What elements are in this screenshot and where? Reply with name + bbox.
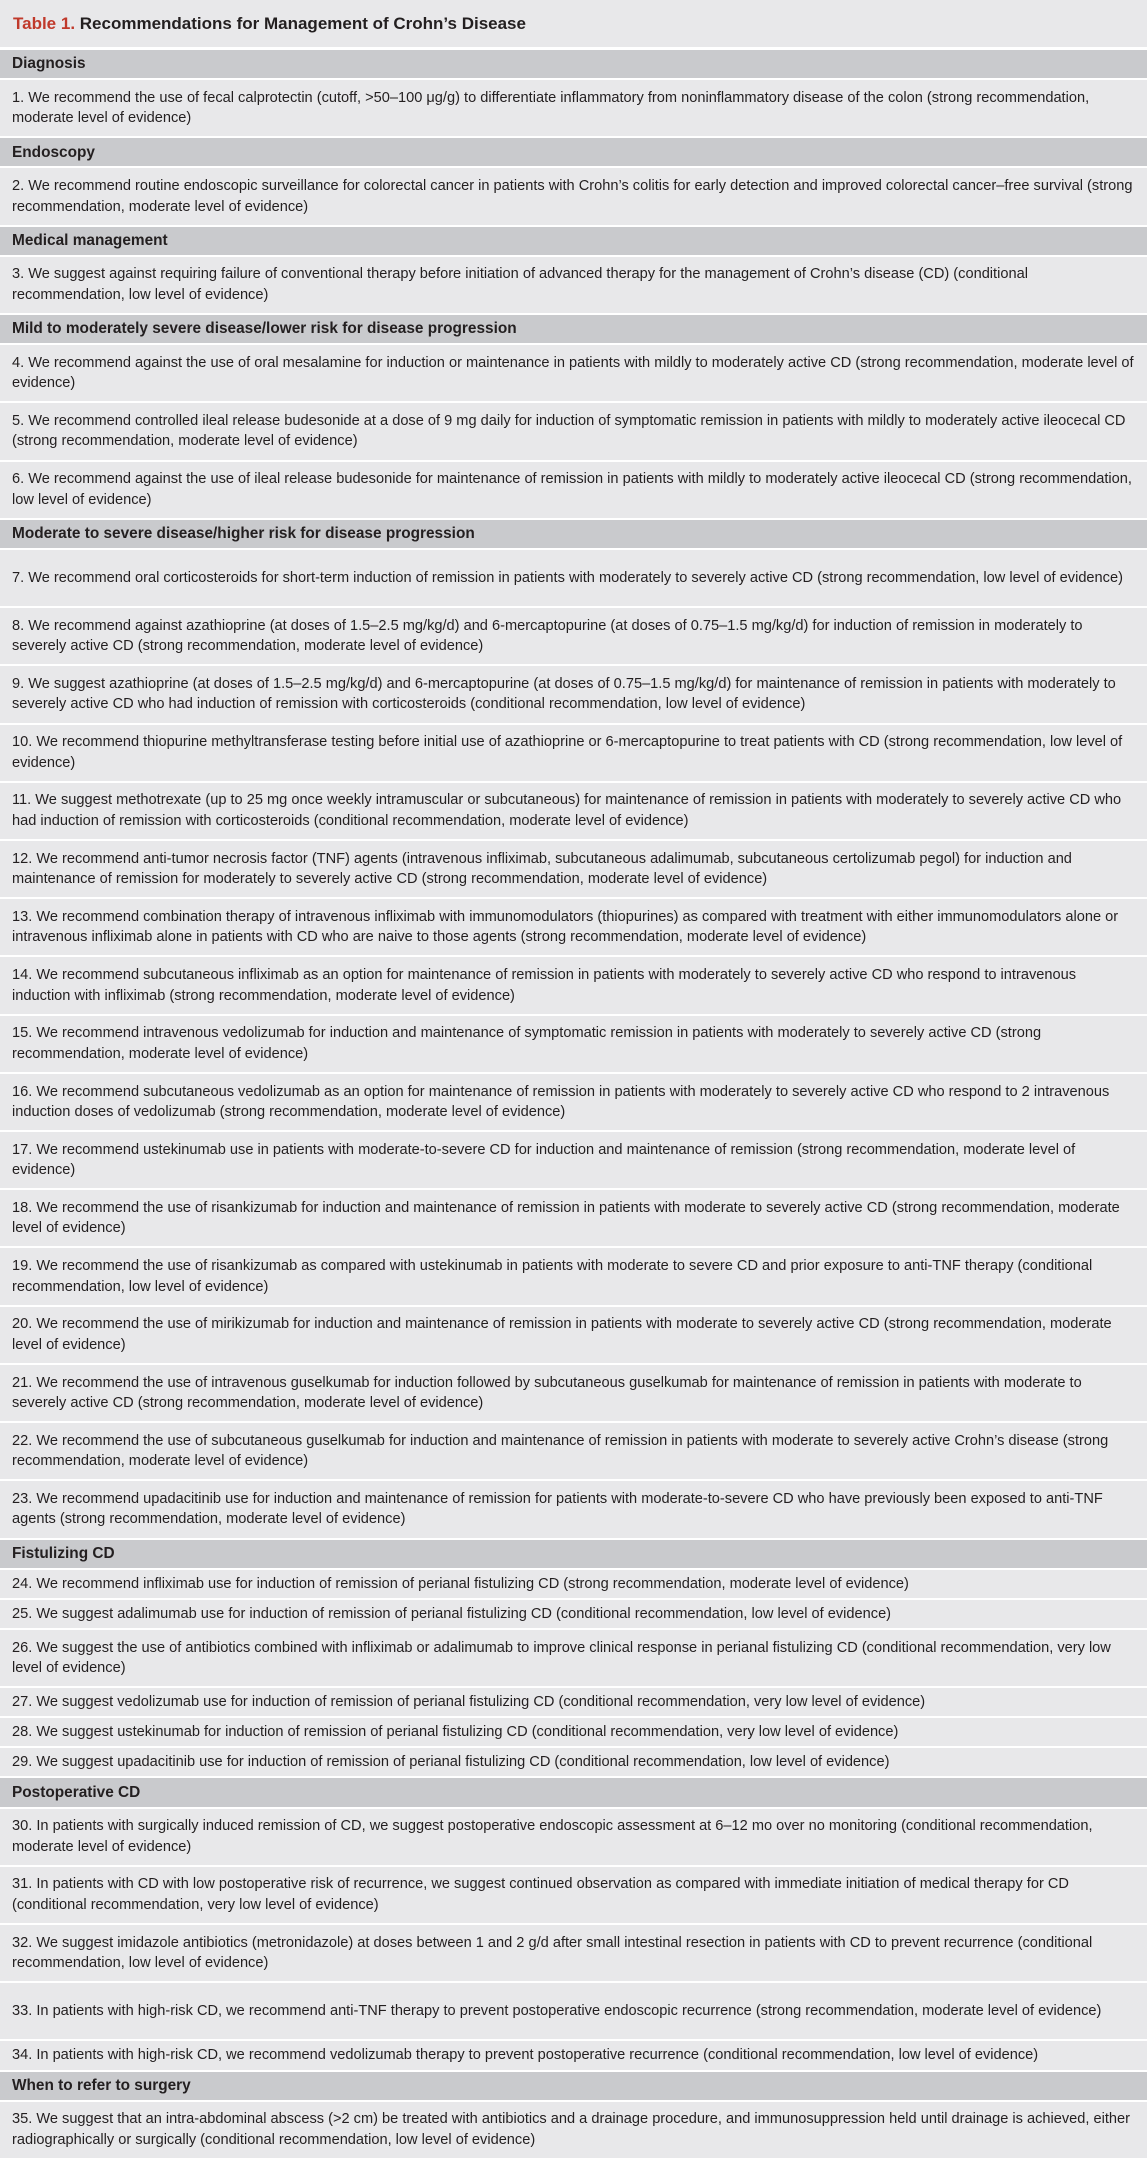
recommendation-text: 17. We recommend ustekinumab use in patients with moderate-to-severe CD for induction and maintenance of remission (strong recommendation, moderate level of evidence) (12, 1141, 1076, 1179)
recommendation-text: 21. We recommend the use of intravenous guselkumab for induction followed by subcutaneous guselkumab for maintenance of remission in patients with moderate to severely active CD (strong recommendation, moderate level of evidence) (12, 1374, 1082, 1412)
recommendation-row (0, 899, 1147, 957)
section-header (0, 227, 1147, 257)
section-title: Endoscopy (12, 143, 95, 161)
recommendation-row (0, 550, 1147, 608)
recommendation-text: 2. We recommend routine endoscopic surveillance for colorectal cancer in patients with Crohn’s colitis for early detection and improved colorectal cancer–free survival (strong recommendation, moderate level of evidence) (12, 178, 1133, 215)
recommendation-row (0, 1190, 1147, 1248)
recommendation-row (0, 1809, 1147, 1867)
recommendation-row (0, 1307, 1147, 1365)
recommendation-text: 19. We recommend the use of risankizumab as compared with ustekinumab in patients with moderate to severe CD and prior exposure to anti-TNF therapy (conditional recommendation, low level of evidence) (12, 1258, 1093, 1295)
section-title: Medical management (12, 231, 168, 249)
recommendation-row (0, 1481, 1147, 1539)
recommendation-text: 12. We recommend anti-tumor necrosis factor (TNF) agents (intravenous infliximab, subcutaneous adalimumab, subcutaneous certolizumab pegol) for induction and maintenance of remission for moderately to severely active CD (strong recommendation, moderate level of evidence) (12, 850, 1072, 888)
table-label: Table 1. (13, 14, 76, 33)
section-header (0, 520, 1147, 550)
recommendation-row (0, 1867, 1147, 1925)
recommendation-row (0, 1630, 1147, 1688)
recommendation-row (0, 1132, 1147, 1190)
recommendation-row (0, 1423, 1147, 1481)
recommendation-row (0, 1248, 1147, 1306)
table-title-text: Recommendations for Management of Crohn’s Disease (79, 14, 526, 33)
recommendation-text: 22. We recommend the use of subcutaneous guselkumab for induction and maintenance of remission in patients with moderate to severely active Crohn’s disease (strong recommendation, moderate level of evidence) (12, 1432, 1109, 1470)
recommendation-row (0, 168, 1147, 226)
recommendation-text: 35. We suggest that an intra-abdominal abscess (>2 cm) be treated with antibiotics and a drainage procedure, and immunosuppression held until drainage is achieved, either radiographically or surgically (conditional recommendation, low level of evidence) (12, 2111, 1131, 2148)
recommendation-text: 30. In patients with surgically induced remission of CD, we suggest postoperative endoscopic assessment at 6–12 mo over no monitoring (conditional recommendation, moderate level of evidence) (12, 1818, 1093, 1855)
recommendation-text: 16. We recommend subcutaneous vedolizumab as an option for maintenance of remission in patients with moderately to severely active CD who respond to 2 intravenous induction doses of vedolizumab (strong recommendation, moderate level of evidence) (12, 1083, 1110, 1120)
recommendation-row (0, 462, 1147, 520)
recommendation-row (0, 1600, 1147, 1630)
recommendation-text: 14. We recommend subcutaneous infliximab as an option for maintenance of remission in patients with moderately to severely active CD who respond to intravenous induction with infliximab (strong recommendation, moderate level of evidence) (12, 967, 1077, 1004)
recommendation-row (0, 403, 1147, 461)
recommendation-text: 7. We recommend oral corticosteroids for short-term induction of remission in patients with moderately to severely active CD (strong recommendation, low level of evidence) (12, 569, 1123, 586)
recommendation-row (0, 1074, 1147, 1132)
section-title: Diagnosis (12, 55, 86, 73)
recommendation-row (0, 666, 1147, 724)
recommendation-row (0, 1365, 1147, 1423)
recommendation-text: 25. We suggest adalimumab use for induction of remission of perianal fistulizing CD (conditional recommendation, low level of evidence) (12, 1605, 892, 1622)
recommendation-row (0, 608, 1147, 666)
recommendation-text: 23. We recommend upadacitinib use for induction and maintenance of remission for patients with moderate-to-severe CD who have previously been exposed to anti-TNF agents (strong recommendation, moderate level of evidence) (12, 1491, 1103, 1528)
section-header (0, 138, 1147, 168)
recommendation-text: 11. We suggest methotrexate (up to 25 mg once weekly intramuscular or subcutaneous) for maintenance of remission in patients with moderately to severely active CD who had induction of remission with corticosteroids (conditional recommendation, moderate level of evidence) (12, 792, 1122, 829)
recommendation-text: 6. We recommend against the use of ileal release budesonide for maintenance of remission in patients with mildly to moderately active ileocecal CD (strong recommendation, low level of evidence) (12, 471, 1132, 508)
recommendation-row (0, 1718, 1147, 1748)
recommendation-text: 24. We recommend infliximab use for induction of remission of perianal fistulizing CD (strong recommendation, moderate level of evidence) (12, 1575, 909, 1592)
recommendation-row (0, 1983, 1147, 2041)
recommendation-text: 8. We recommend against azathioprine (at doses of 1.5–2.5 mg/kg/d) and 6-mercaptopurine (at doses of 0.75–1.5 mg/kg/d) for induction of remission in moderately to severely active CD (strong recommendation, moderate level of evidence) (12, 617, 1083, 655)
recommendation-text: 31. In patients with CD with low postoperative risk of recurrence, we suggest continued observation as compared with immediate initiation of medical therapy for CD (conditional recommendation, very low level of evidence) (12, 1876, 1069, 1913)
recommendation-text: 5. We recommend controlled ileal release budesonide at a dose of 9 mg daily for induction of symptomatic remission in patients with mildly to moderately active ileocecal CD (strong recommendation, moderate level of evidence) (12, 413, 1126, 450)
recommendation-text: 13. We recommend combination therapy of intravenous infliximab with immunomodulators (thiopurines) as compared with treatment with either immunomodulators alone or intravenous infliximab alone in patients with CD who are naive to those agents (strong recommendation, moderate level of evidence) (12, 908, 1119, 946)
recommendation-row (0, 725, 1147, 783)
recommendation-row (0, 1570, 1147, 1600)
recommendation-row (0, 257, 1147, 315)
recommendation-text: 1. We recommend the use of fecal calprotectin (cutoff, >50–100 μg/g) to differentiate inflammatory from noninflammatory disease of the colon (strong recommendation, moderate level of evidence) (12, 89, 1090, 127)
recommendation-row (0, 1748, 1147, 1778)
recommendation-text: 9. We suggest azathioprine (at doses of 1.5–2.5 mg/kg/d) and 6-mercaptopurine (at doses of 0.75–1.5 mg/kg/d) for maintenance of remission in patients with moderately to severely active CD who had induction of remission with corticosteroids (conditional recommendation, low level of evidence) (12, 675, 1116, 713)
recommendation-row (0, 1688, 1147, 1718)
recommendation-text: 29. We suggest upadacitinib use for induction of remission of perianal fistulizing CD (conditional recommendation, low level of evidence) (12, 1754, 890, 1771)
recommendation-row (0, 841, 1147, 899)
recommendation-text: 33. In patients with high-risk CD, we recommend anti-TNF therapy to prevent postoperative endoscopic recurrence (strong recommendation, moderate level of evidence) (12, 2003, 1102, 2020)
recommendation-row (0, 783, 1147, 841)
section-header (0, 50, 1147, 80)
section-title: Postoperative CD (12, 1783, 141, 1801)
recommendation-row (0, 80, 1147, 138)
recommendation-text: 26. We suggest the use of antibiotics combined with infliximab or adalimumab to improve clinical response in perianal fistulizing CD (conditional recommendation, very low level of evidence) (12, 1639, 1111, 1677)
recommendation-row (0, 2041, 1147, 2071)
recommendation-text: 15. We recommend intravenous vedolizumab for induction and maintenance of symptomatic remission in patients with moderately to severely active CD (strong recommendation, moderate level of evidence) (12, 1025, 1042, 1062)
recommendation-text: 28. We suggest ustekinumab for induction of remission of perianal fistulizing CD (conditional recommendation, very low level of evidence) (12, 1724, 899, 1741)
section-header (0, 1540, 1147, 1570)
recommendation-text: 4. We recommend against the use of oral mesalamine for induction or maintenance in patients with mildly to moderately active CD (strong recommendation, moderate level of evidence) (12, 354, 1134, 392)
recommendation-text: 27. We suggest vedolizumab use for induction of remission of perianal fistulizing CD (conditional recommendation, very low level of evidence) (12, 1693, 926, 1710)
section-header (0, 1778, 1147, 1808)
recommendation-row (0, 1925, 1147, 1983)
section-title: Moderate to severe disease/higher risk for disease progression (12, 525, 475, 543)
recommendation-row (0, 957, 1147, 1015)
section-header (0, 2072, 1147, 2102)
section-title: Mild to moderately severe disease/lower risk for disease progression (12, 320, 517, 338)
recommendation-row (0, 2102, 1147, 2160)
recommendation-text: 20. We recommend the use of mirikizumab for induction and maintenance of remission in patients with moderate to severely active CD (strong recommendation, moderate level of evidence) (12, 1316, 1112, 1353)
section-title: Fistulizing CD (12, 1544, 115, 1562)
recommendation-text: 32. We suggest imidazole antibiotics (metronidazole) at doses between 1 and 2 g/d after small intestinal resection in patients with CD to prevent recurrence (conditional recommendation, low level of evidence) (12, 1934, 1093, 1972)
recommendation-text: 34. In patients with high-risk CD, we recommend vedolizumab therapy to prevent postoperative recurrence (conditional recommendation, low level of evidence) (12, 2047, 1039, 2064)
recommendation-text: 3. We suggest against requiring failure of conventional therapy before initiation of advanced therapy for the management of Crohn’s disease (CD) (conditional recommendation, low level of evidence) (12, 266, 1028, 303)
recommendation-text: 10. We recommend thiopurine methyltransferase testing before initial use of azathioprine or 6-mercaptopurine to treat patients with CD (strong recommendation, low level of evidence) (12, 734, 1123, 771)
table-title (0, 0, 1147, 50)
section-title: When to refer to surgery (12, 2076, 191, 2094)
recommendation-row (0, 345, 1147, 403)
recommendation-row (0, 1016, 1147, 1074)
recommendation-text: 18. We recommend the use of risankizumab for induction and maintenance of remission in patients with moderate to severely active CD (strong recommendation, moderate level of evidence) (12, 1199, 1120, 1237)
section-header (0, 315, 1147, 345)
